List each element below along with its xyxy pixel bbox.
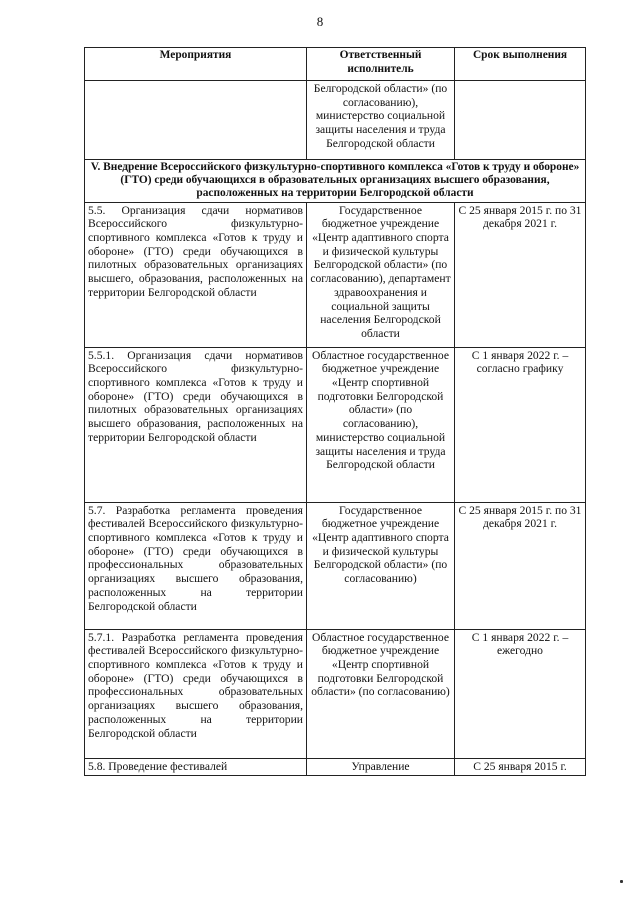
deadline-cell: С 25 января 2015 г.	[455, 758, 586, 775]
continuation-executor: Белгородской области» (по согласованию), министерство социальной защиты населения и труда Белгородской области	[307, 81, 455, 160]
header-executor: Ответственный исполнитель	[307, 48, 455, 81]
deadline-cell: С 1 января 2022 г. – согласно графику	[455, 347, 586, 502]
activity-cell: 5.7. Разработка регламента проведения фестивалей Всероссийского физкультурно-спортивного комплекса «Готов к труду и обороне» (ГТО) среди обучающихся в профессиональных образовательных организациях высшего образования, расположенных на территории Белгородской области	[85, 502, 307, 629]
activity-cell: 5.5.1. Организация сдачи нормативов Всероссийского физкультурно-спортивного комплекса «Готов к труду и обороне» (ГТО) среди обучающихся в пилотных образовательных организациях высшего образования, расположенных на территории Белгородской области	[85, 347, 307, 502]
continuation-deadline	[455, 81, 586, 160]
executor-cell: Государственное бюджетное учреждение «Центр адаптивного спорта и физической культуры Белгородской области» (по согласованию), департамент здравоохранения и социальной защиты населения Белгородской области	[307, 202, 455, 347]
table-row	[85, 629, 586, 758]
deadline-cell: С 25 января 2015 г. по 31 декабря 2021 г.	[455, 502, 586, 629]
activity-cell: 5.5. Организация сдачи нормативов Всероссийского физкультурно-спортивного комплекса «Готов к труду и обороне» (ГТО) среди обучающихся в пилотных образовательных организациях высшего, образования, расположенных на территории Белгородской области	[85, 202, 307, 347]
table-row	[85, 202, 586, 347]
deadline-cell: С 1 января 2022 г. – ежегодно	[455, 629, 586, 758]
executor-cell: Государственное бюджетное учреждение «Центр адаптивного спорта и физической культуры Белгородской области» (по согласованию)	[307, 502, 455, 629]
table-row	[85, 502, 586, 629]
table-row	[85, 347, 586, 502]
section-title: V. Внедрение Всероссийского физкультурно-спортивного комплекса «Готов к труду и обороне» (ГТО) среди обучающихся в образовательных организациях высшего образования, расположенных на территории Белгородской области	[85, 160, 586, 203]
table-row	[85, 758, 586, 775]
header-activities: Мероприятия	[85, 48, 307, 81]
table-header-row	[85, 48, 586, 81]
deadline-cell: С 25 января 2015 г. по 31 декабря 2021 г.	[455, 202, 586, 347]
page-number: 8	[316, 14, 324, 29]
activity-cell: 5.8. Проведение фестивалей	[85, 758, 307, 775]
table-row-continuation	[85, 81, 586, 160]
executor-cell: Областное государственное бюджетное учреждение «Центр спортивной подготовки Белгородской области» (по согласованию), министерство социальной защиты населения и труда Белгородской области	[307, 347, 455, 502]
measures-table	[84, 47, 586, 776]
executor-cell: Областное государственное бюджетное учреждение «Центр спортивной подготовки Белгородской области» (по согласованию)	[307, 629, 455, 758]
scan-speck	[620, 880, 623, 883]
activity-cell: 5.7.1. Разработка регламента проведения фестивалей Всероссийского физкультурно-спортивного комплекса «Готов к труду и обороне» (ГТО) среди обучающихся в профессиональных образовательных организациях высшего образования, расположенных на территории Белгородской области	[85, 629, 307, 758]
section-row	[85, 160, 586, 203]
continuation-activity	[85, 81, 307, 160]
header-deadline: Срок выполнения	[455, 48, 586, 81]
executor-cell: Управление	[307, 758, 455, 775]
